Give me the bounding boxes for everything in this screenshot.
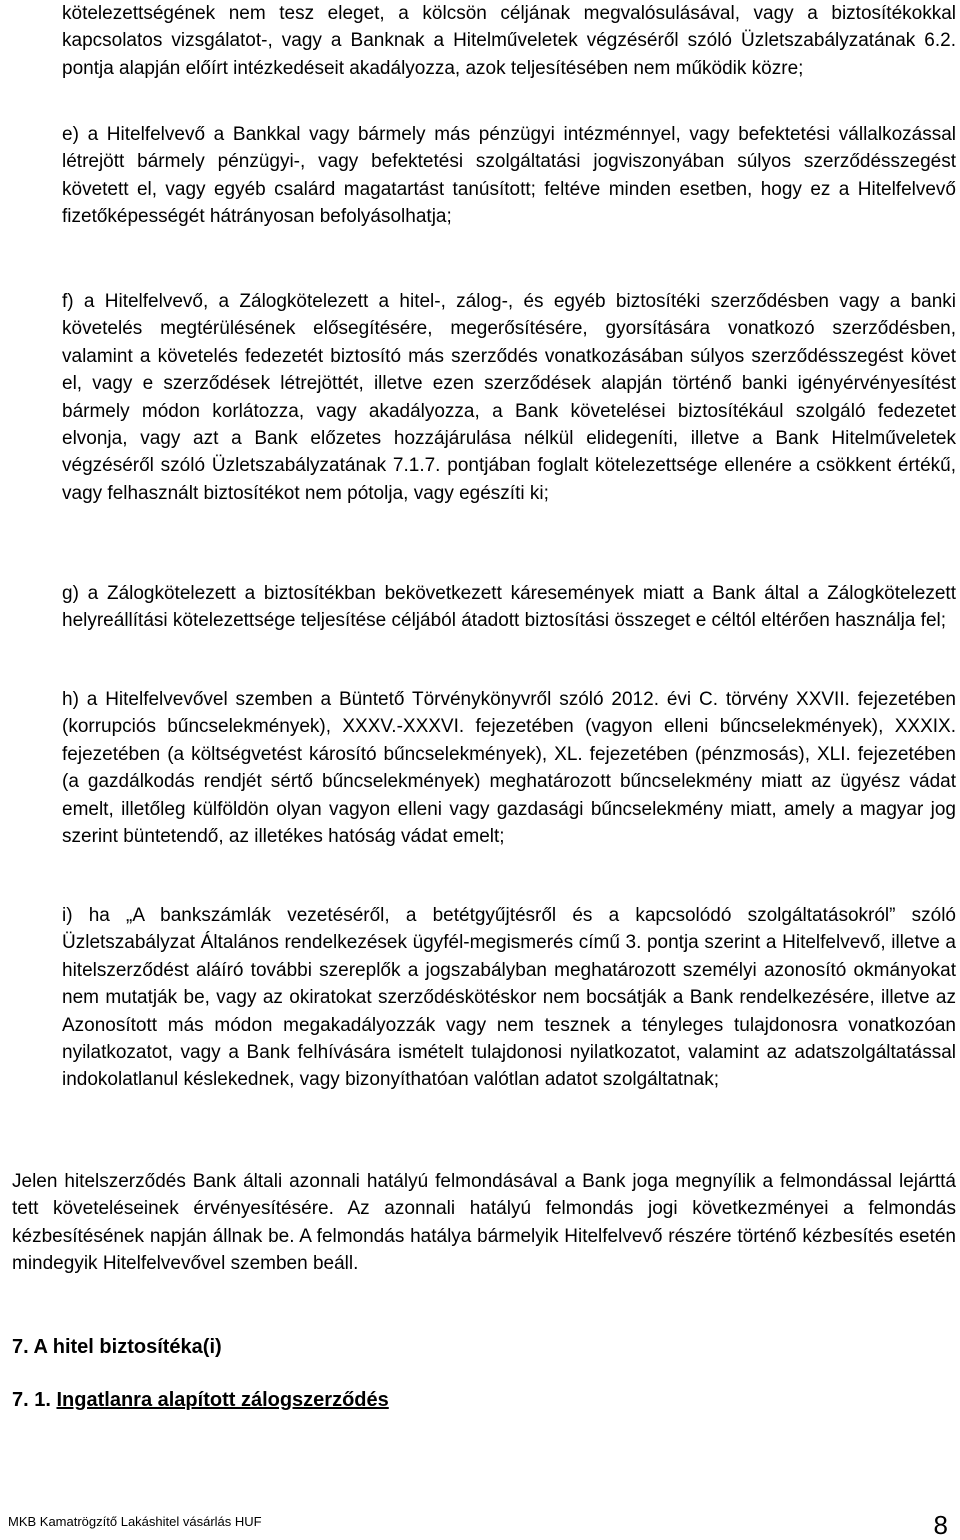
paragraph-termination (12, 1168, 956, 1278)
footer-product-name: MKB Kamatrögzítő Lakáshitel vásárlás HUF (8, 1514, 262, 1529)
paragraph-item-f (62, 288, 956, 507)
subsection-heading (12, 1387, 389, 1414)
paragraph-item-e (62, 121, 956, 231)
subsection-title: Ingatlanra alapított zálogszerződés (56, 1389, 389, 1411)
paragraph-text: Jelen hitelszerződés Bank általi azonnali hatályú felmondásával a Bank joga megnyílik a felmondással lejárttá tett követeléseinek érvényesítésére. Az azonnali hatályú felmondás jogi következményei a felmondás kézbesítésének napján állnak be. A felmondás hatálya bármelyik Hitelfelvevő részére történő kézbesítés esetén mindegyik Hitelfelvevővel szemben beáll. (12, 1171, 956, 1275)
paragraph-text: i) ha „A bankszámlák vezetéséről, a betétgyűjtésről és a kapcsolódó szolgáltatásokról” szóló Üzletszabályzat Általános rendelkezések ügyfél-megismerés című 3. pontja szerint a Hitelfelvevő, illetve a hitelszerződést aláíró további szereplők a jogszabályban meghatározott személyi azonosító okmányokat nem mutatják be, vagy az okiratokat szerződéskötéskor nem bocsátják a Bank rendelkezésére, illetve az Azonosított más módon megakadályozzák vagy nem tesznek a tényleges tulajdonosra vonatkozóan nyilatkozatot, vagy a Bank felhívására ismételt tulajdonosi nyilatkozatot, valamint az adatszolgáltatással indokolatlanul késlekednek, vagy bizonyíthatóan valótlan adatot szolgáltatnak; (62, 905, 956, 1091)
paragraph-item-g (62, 580, 956, 635)
paragraph-item-i (62, 902, 956, 1094)
paragraph-text: h) a Hitelfelvevővel szemben a Büntető Törvénykönyvről szóló 2012. évi C. törvény XXVII. fejezetében (korrupciós bűncselekmények), XXXV.-XXXVI. fejezetében (vagyon elleni bűncselekmények), XXXIX. fejezetében (a költségvetést károsító bűncselekmények), XL. fejezetében (pénzmosás), XLI. fejezetében (a gazdálkodás rendjét sértő bűncselekmények) meghatározott bűncselekmény miatt az ügyész vádat emelt, illetőleg külföldön olyan vagyon elleni vagy gazdasági bűncselekmény miatt, amely a magyar jog szerint büntetendő, az illetékes hatóság vádat emelt; (62, 689, 956, 848)
section-heading: 7. A hitel biztosítéka(i) (12, 1336, 222, 1358)
paragraph-text: e) a Hitelfelvevő a Bankkal vagy bármely más pénzügyi intézménnyel, vagy befektetési vállalkozással létrejött bármely pénzügyi-, vagy befektetési szolgáltatási jogviszonyában súlyos szerződésszegést követett el, vagy egyéb csalárd magatartást tanúsított; feltéve minden esetben, hogy ez a Hitelfelvevő fizetőképességét hátrányosan befolyásolhatja; (62, 124, 956, 228)
paragraph-text: g) a Zálogkötelezett a biztosítékban bekövetkezett káresemények miatt a Bank által a Zálogkötelezett helyreállítási kötelezettsége teljesítése céljából átadott biztosítási összeget e céltól eltérően használja fel; (62, 583, 956, 632)
page-number: 8 (933, 1510, 948, 1540)
paragraph-item-h (62, 686, 956, 850)
paragraph-continuation (62, 0, 956, 82)
paragraph-text: kötelezettségének nem tesz eleget, a kölcsön céljának megvalósulásával, vagy a biztosítékokkal kapcsolatos vizsgálatot-, vagy a Banknak a Hitelműveletek végzéséről szóló Üzletszabályzatának 6.2. pontja alapján előírt intézkedéseit akadályozza, azok teljesítésében nem működik közre; (62, 3, 956, 79)
paragraph-text: f) a Hitelfelvevő, a Zálogkötelezett a hitel-, zálog-, és egyéb biztosítéki szerződésben vagy a banki követelés megtérülésének elősegítésére, megerősítésére, gyorsítására vonatkozó szerződésben, valamint a követelés fedezetét biztosító más szerződés vonatkozásában súlyos szerződésszegést követ el, vagy e szerződések létrejöttét, illetve ezen szerződések alapján történő banki igényérvényesítést bármely módon korlátozza, vagy akadályozza, a Bank követelései biztosítékául szolgáló fedezetet elvonja, vagy azt a Bank előzetes hozzájárulása nélkül elidegeníti, illetve a Bank Hitelműveletek végzéséről szóló Üzletszabályzatának 7.1.7. pontjában foglalt kötelezettsége ellenére a csökkent értékű, vagy felhasznált biztosítékot nem pótolja, vagy egészíti ki; (62, 291, 956, 504)
subsection-number: 7. 1. (12, 1389, 51, 1411)
